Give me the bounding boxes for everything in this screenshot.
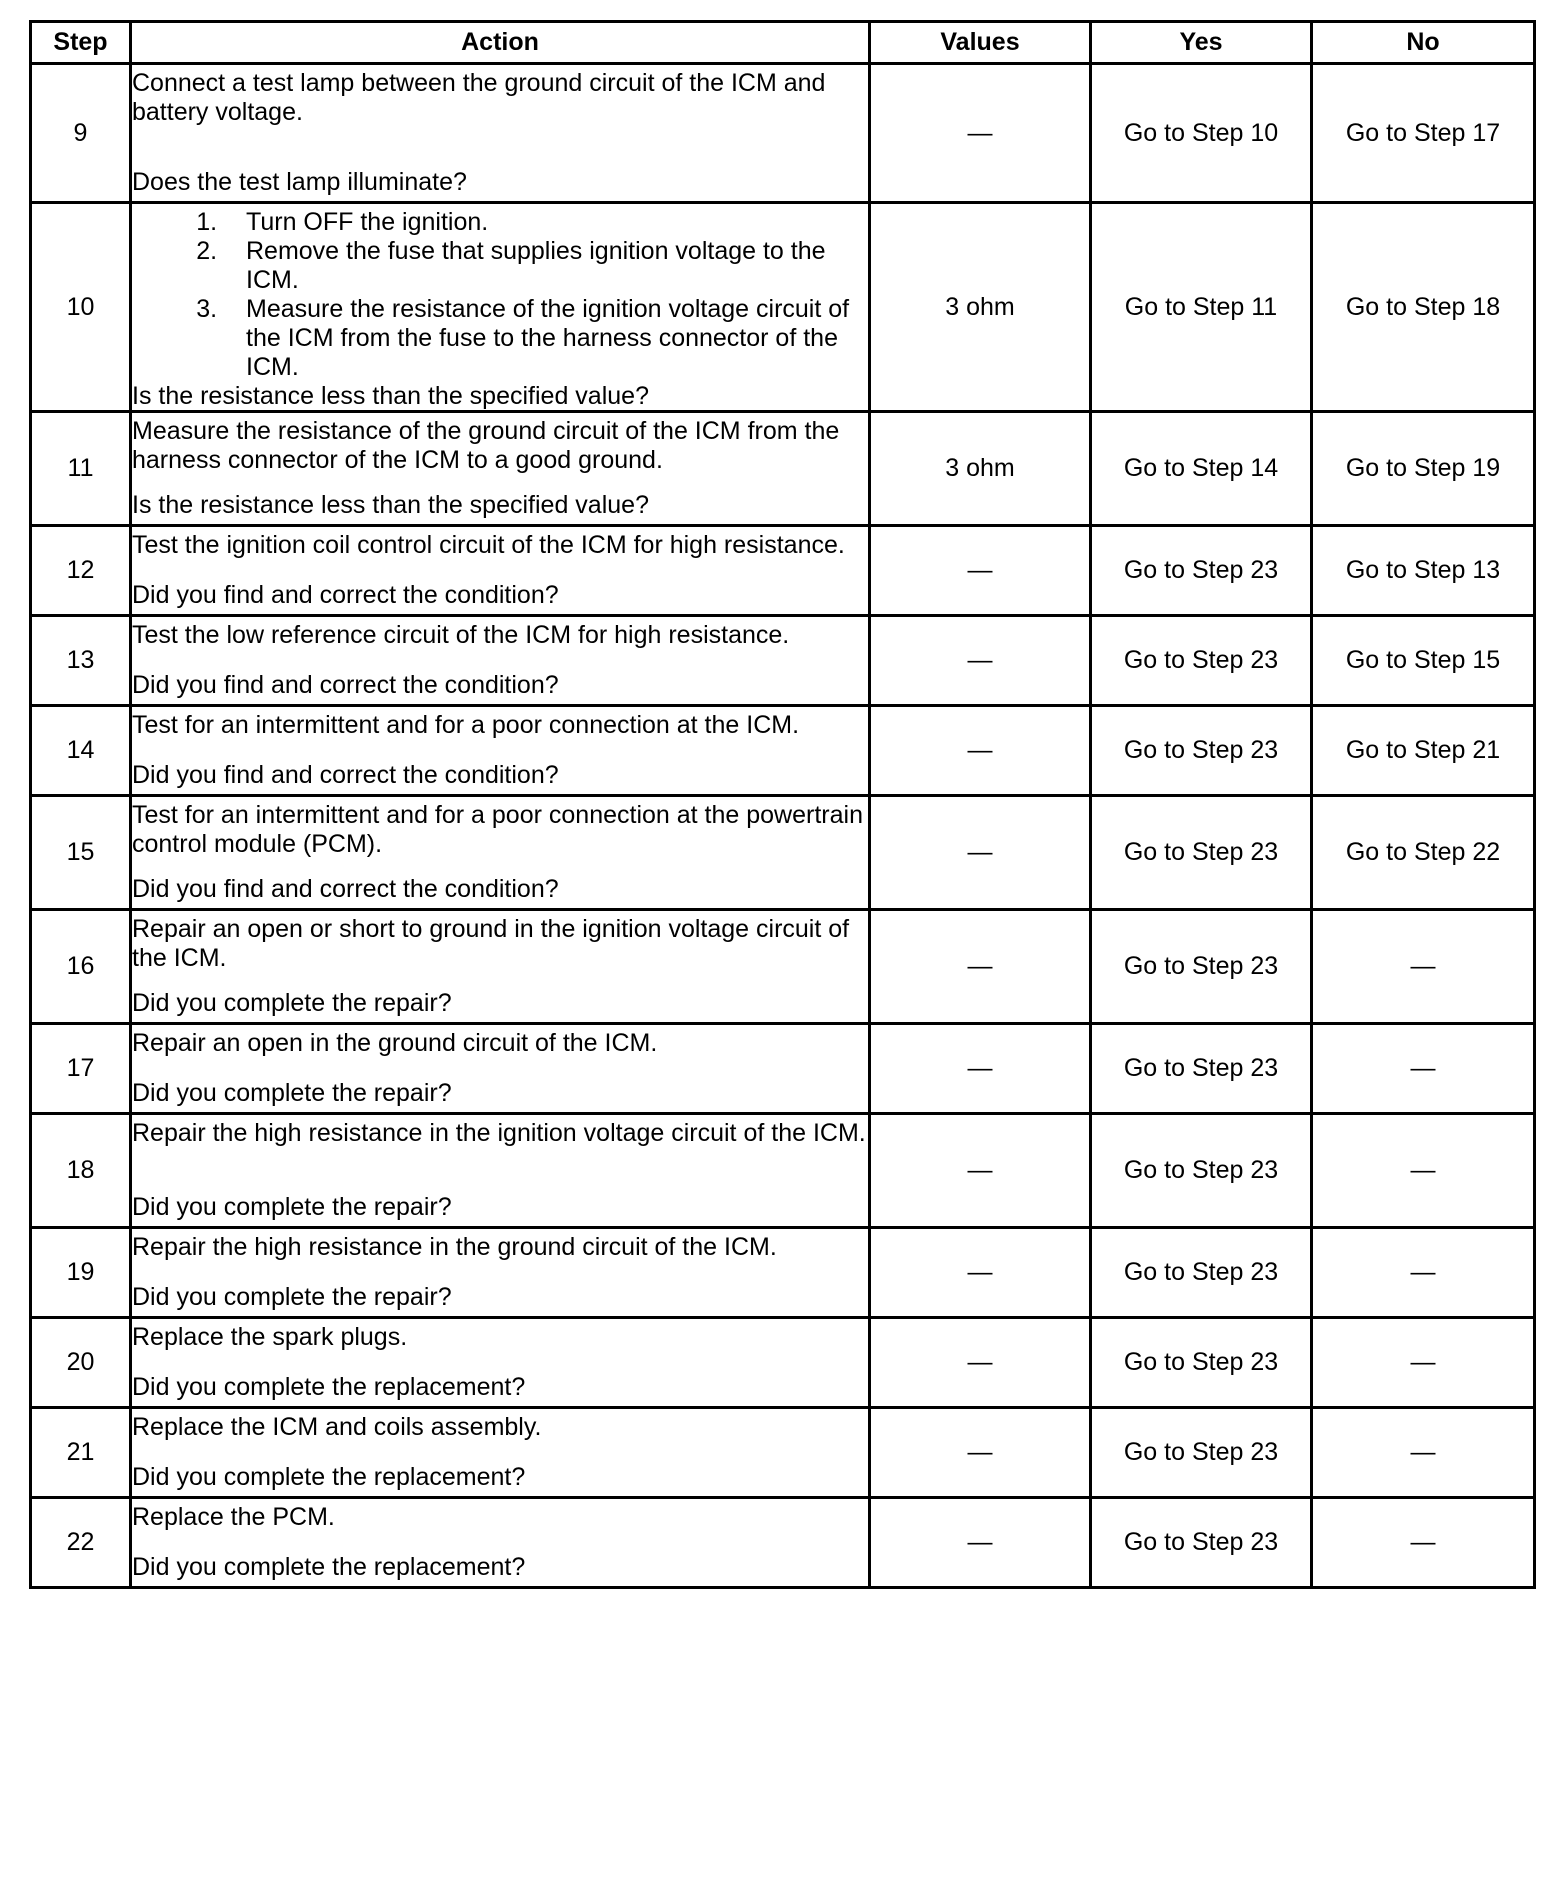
action-question: Did you complete the repair? [132, 1193, 452, 1221]
header-yes: Yes [1091, 22, 1312, 64]
table-row [31, 910, 1535, 1024]
step-number: 18 [31, 1114, 131, 1228]
value-cell: — [870, 910, 1091, 1024]
action-question: Did you complete the repair? [132, 1079, 452, 1107]
action-content [132, 1029, 868, 1108]
action-cell [131, 796, 870, 910]
step-number: 19 [31, 1228, 131, 1318]
action-content [132, 531, 868, 610]
no-cell: — [1312, 1228, 1535, 1318]
value-cell: — [870, 1498, 1091, 1588]
action-content [132, 1413, 868, 1492]
step-number: 16 [31, 910, 131, 1024]
action-text: Test the low reference circuit of the ICM for high resistance. [132, 621, 790, 649]
action-question: Is the resistance less than the specified value? [132, 382, 649, 410]
table-row [31, 706, 1535, 796]
action-instructions [132, 801, 868, 859]
yes-cell: Go to Step 14 [1091, 412, 1312, 526]
action-text: Repair the high resistance in the ground circuit of the ICM. [132, 1233, 777, 1261]
action-content [132, 1119, 868, 1222]
action-cell [131, 64, 870, 203]
action-instructions [132, 417, 868, 475]
step-number: 17 [31, 1024, 131, 1114]
action-content [132, 69, 868, 197]
action-text: Replace the ICM and coils assembly. [132, 1413, 542, 1441]
action-content [132, 801, 868, 904]
value-cell: — [870, 1228, 1091, 1318]
action-instructions [132, 531, 868, 560]
header-step: Step [31, 22, 131, 64]
yes-cell: Go to Step 23 [1091, 1318, 1312, 1408]
no-cell: Go to Step 15 [1312, 616, 1535, 706]
step-number: 20 [31, 1318, 131, 1408]
step-number: 9 [31, 64, 131, 203]
action-text: Repair an open in the ground circuit of the ICM. [132, 1029, 658, 1057]
table-row [31, 1114, 1535, 1228]
action-question: Did you complete the repair? [132, 989, 452, 1017]
no-cell: Go to Step 17 [1312, 64, 1535, 203]
action-text: Measure the resistance of the ground circuit of the ICM from the harness connector of the ICM to a good ground. [132, 417, 840, 474]
substep-item: 1. Turn OFF the ignition. [224, 208, 868, 237]
substep-list [132, 208, 868, 382]
no-cell: Go to Step 13 [1312, 526, 1535, 616]
step-number: 15 [31, 796, 131, 910]
value-cell: — [870, 1024, 1091, 1114]
yes-cell: Go to Step 23 [1091, 1228, 1312, 1318]
action-instructions [132, 915, 868, 973]
action-text: Repair the high resistance in the ignition voltage circuit of the ICM. [132, 1119, 866, 1147]
no-cell: — [1312, 1114, 1535, 1228]
value-cell: — [870, 526, 1091, 616]
yes-cell: Go to Step 23 [1091, 910, 1312, 1024]
step-number: 14 [31, 706, 131, 796]
action-cell [131, 203, 870, 412]
value-cell: 3 ohm [870, 203, 1091, 412]
header-values: Values [870, 22, 1091, 64]
table-row [31, 1318, 1535, 1408]
value-cell: — [870, 64, 1091, 203]
action-cell [131, 1024, 870, 1114]
no-cell: — [1312, 1498, 1535, 1588]
action-content [132, 621, 868, 700]
action-cell [131, 1228, 870, 1318]
yes-cell: Go to Step 10 [1091, 64, 1312, 203]
action-question: Did you complete the replacement? [132, 1373, 526, 1401]
action-cell [131, 706, 870, 796]
action-text: Replace the PCM. [132, 1503, 335, 1531]
action-instructions [132, 1323, 868, 1352]
action-content [132, 1233, 868, 1312]
action-cell [131, 1114, 870, 1228]
action-instructions [132, 69, 868, 127]
no-cell: — [1312, 1408, 1535, 1498]
header-row [31, 22, 1535, 64]
value-cell: — [870, 616, 1091, 706]
action-cell [131, 526, 870, 616]
action-text: Test the ignition coil control circuit of the ICM for high resistance. [132, 531, 845, 559]
table-row [31, 616, 1535, 706]
table-row [31, 1408, 1535, 1498]
step-number: 13 [31, 616, 131, 706]
step-number: 10 [31, 203, 131, 412]
action-content [132, 1503, 868, 1582]
step-number: 12 [31, 526, 131, 616]
value-cell: 3 ohm [870, 412, 1091, 526]
value-cell: — [870, 1408, 1091, 1498]
value-cell: — [870, 706, 1091, 796]
value-cell: — [870, 796, 1091, 910]
value-cell: — [870, 1318, 1091, 1408]
action-cell [131, 1318, 870, 1408]
action-cell [131, 412, 870, 526]
action-question: Is the resistance less than the specified value? [132, 491, 649, 519]
substep-item: 2. Remove the fuse that supplies ignition voltage to the ICM. [224, 237, 868, 295]
action-cell [131, 1408, 870, 1498]
table-row [31, 526, 1535, 616]
no-cell: Go to Step 21 [1312, 706, 1535, 796]
yes-cell: Go to Step 23 [1091, 616, 1312, 706]
no-cell: — [1312, 910, 1535, 1024]
action-instructions [132, 1233, 868, 1262]
table-body [31, 64, 1535, 1588]
substep-item: 3. Measure the resistance of the ignition voltage circuit of the ICM from the fuse to the harness connector of the ICM. [224, 295, 868, 382]
action-content [132, 711, 868, 790]
action-question: Did you complete the replacement? [132, 1463, 526, 1491]
value-cell: — [870, 1114, 1091, 1228]
action-text: Connect a test lamp between the ground circuit of the ICM and battery voltage. [132, 69, 826, 126]
action-text: Replace the spark plugs. [132, 1323, 408, 1351]
action-content [132, 208, 868, 410]
action-question: Did you find and correct the condition? [132, 581, 559, 609]
header-no: No [1312, 22, 1535, 64]
action-instructions [132, 1029, 868, 1058]
action-cell [131, 910, 870, 1024]
action-instructions [132, 711, 868, 740]
action-question: Did you complete the repair? [132, 1283, 452, 1311]
yes-cell: Go to Step 23 [1091, 526, 1312, 616]
action-instructions [132, 1413, 868, 1442]
action-question: Did you complete the replacement? [132, 1553, 526, 1581]
table-row [31, 1498, 1535, 1588]
action-question: Did you find and correct the condition? [132, 875, 559, 903]
yes-cell: Go to Step 23 [1091, 1024, 1312, 1114]
action-text: Repair an open or short to ground in the ignition voltage circuit of the ICM. [132, 915, 850, 972]
action-cell [131, 1498, 870, 1588]
action-question: Did you find and correct the condition? [132, 671, 559, 699]
action-cell [131, 616, 870, 706]
yes-cell: Go to Step 23 [1091, 796, 1312, 910]
action-instructions [132, 621, 868, 650]
yes-cell: Go to Step 23 [1091, 706, 1312, 796]
table-row [31, 412, 1535, 526]
no-cell: — [1312, 1024, 1535, 1114]
table-row [31, 64, 1535, 203]
no-cell: Go to Step 22 [1312, 796, 1535, 910]
header-action: Action [131, 22, 870, 64]
action-content [132, 1323, 868, 1402]
action-instructions [132, 1119, 868, 1148]
table-row [31, 1024, 1535, 1114]
table-row [31, 203, 1535, 412]
step-number: 21 [31, 1408, 131, 1498]
yes-cell: Go to Step 23 [1091, 1498, 1312, 1588]
action-text: Test for an intermittent and for a poor connection at the ICM. [132, 711, 800, 739]
step-number: 22 [31, 1498, 131, 1588]
table-row [31, 796, 1535, 910]
yes-cell: Go to Step 11 [1091, 203, 1312, 412]
diagnostic-table [29, 20, 1536, 1589]
action-instructions [132, 208, 868, 382]
step-number: 11 [31, 412, 131, 526]
yes-cell: Go to Step 23 [1091, 1408, 1312, 1498]
action-text: Test for an intermittent and for a poor connection at the powertrain control module (PCM). [132, 801, 863, 858]
yes-cell: Go to Step 23 [1091, 1114, 1312, 1228]
action-content [132, 417, 868, 520]
action-content [132, 915, 868, 1018]
action-instructions [132, 1503, 868, 1532]
action-question: Does the test lamp illuminate? [132, 168, 467, 196]
no-cell: Go to Step 19 [1312, 412, 1535, 526]
no-cell: Go to Step 18 [1312, 203, 1535, 412]
table-row [31, 1228, 1535, 1318]
no-cell: — [1312, 1318, 1535, 1408]
action-question: Did you find and correct the condition? [132, 761, 559, 789]
